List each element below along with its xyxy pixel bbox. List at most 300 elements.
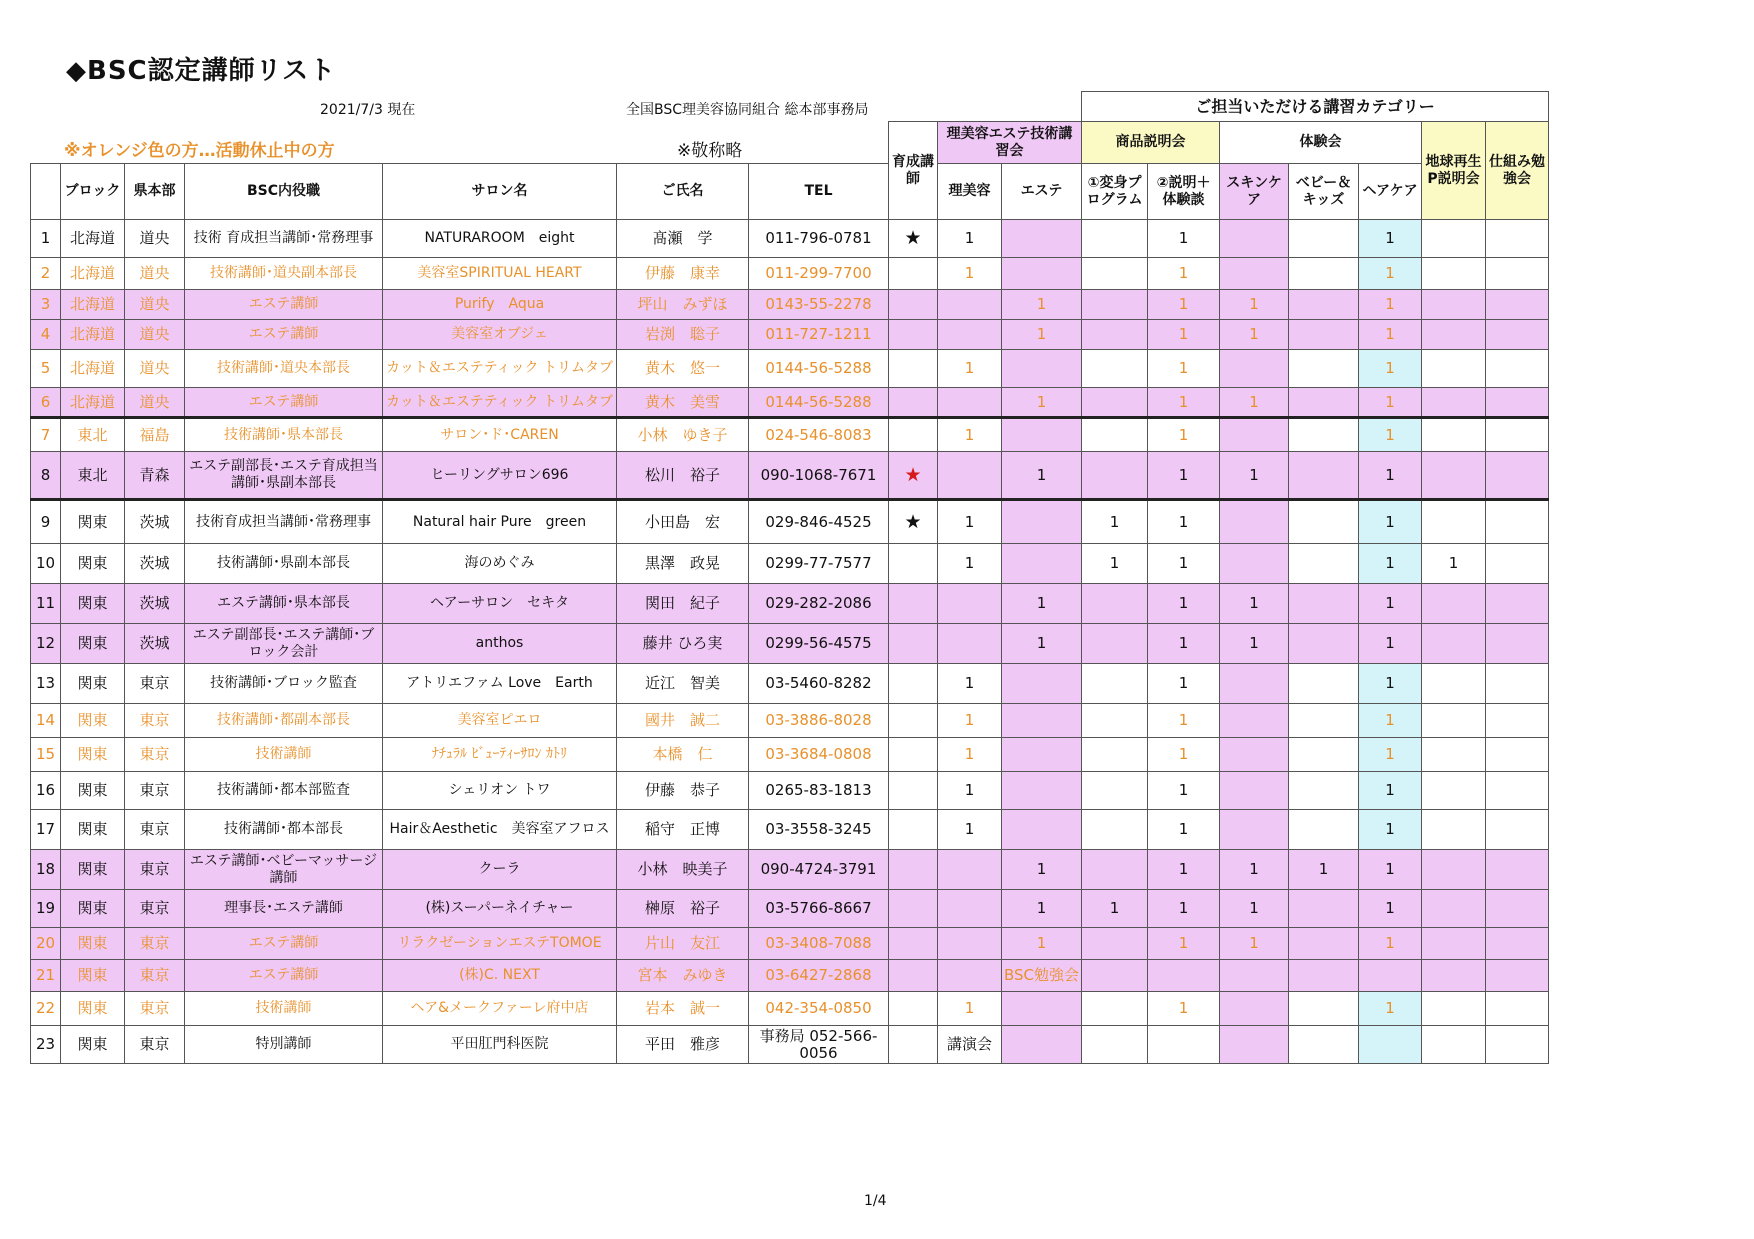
cell-tel: 03-3558-3245 — [749, 810, 889, 850]
cell-shikumi — [1486, 544, 1549, 584]
cell-no: 17 — [31, 810, 61, 850]
cell-salon: 美容室SPIRITUAL HEART — [383, 258, 617, 290]
cell-star — [889, 544, 938, 584]
table-row — [31, 350, 1549, 388]
cell-riyo — [938, 890, 1002, 928]
cell-hair: 1 — [1359, 928, 1422, 960]
cell-henshin — [1082, 258, 1148, 290]
cell-tel: 0144-56-5288 — [749, 350, 889, 388]
cell-star — [889, 584, 938, 624]
cell-setsumei — [1148, 1026, 1220, 1064]
cell-block: 関東 — [61, 772, 125, 810]
cell-salon: ﾅﾁｭﾗﾙ ﾋﾞｭｰﾃｨｰｻﾛﾝ ｶﾄﾘ — [383, 738, 617, 772]
cell-role: 技術講師･道央副本部長 — [185, 258, 383, 290]
cell-tel: 042-354-0850 — [749, 992, 889, 1026]
cell-skin — [1220, 1026, 1289, 1064]
cell-name: 伊藤 恭子 — [617, 772, 749, 810]
cell-henshin: 1 — [1082, 890, 1148, 928]
cell-henshin — [1082, 772, 1148, 810]
cell-star — [889, 772, 938, 810]
cell-star — [889, 320, 938, 350]
cell-hair: 1 — [1359, 544, 1422, 584]
cell-riyo — [938, 850, 1002, 890]
cell-block: 関東 — [61, 544, 125, 584]
cell-setsumei: 1 — [1148, 418, 1220, 452]
cell-chikyu — [1422, 664, 1486, 704]
cell-tel: 0144-56-5288 — [749, 388, 889, 418]
cell-block: 関東 — [61, 1026, 125, 1064]
cell-salon: (株)スーパーネイチャー — [383, 890, 617, 928]
cell-star — [889, 624, 938, 664]
cell-chikyu — [1422, 890, 1486, 928]
cell-chikyu — [1422, 850, 1486, 890]
cell-setsumei — [1148, 960, 1220, 992]
cell-chikyu — [1422, 704, 1486, 738]
cell-riyo — [938, 452, 1002, 500]
table-row — [31, 772, 1549, 810]
cell-hair: 1 — [1359, 850, 1422, 890]
table-row — [31, 220, 1549, 258]
cell-tel: 03-3886-8028 — [749, 704, 889, 738]
cell-skin — [1220, 704, 1289, 738]
cell-skin: 1 — [1220, 850, 1289, 890]
cell-pref: 茨城 — [125, 500, 185, 544]
cell-block: 東北 — [61, 452, 125, 500]
cell-name: 片山 友江 — [617, 928, 749, 960]
instructor-table — [30, 91, 1549, 1064]
cell-henshin — [1082, 220, 1148, 258]
cell-henshin: 1 — [1082, 544, 1148, 584]
honorific-note: ※敬称略 — [677, 141, 743, 161]
header-setsumei: ②説明＋体験談 — [1148, 164, 1220, 220]
cell-block: 関東 — [61, 664, 125, 704]
table-row — [31, 890, 1549, 928]
cell-shikumi — [1486, 584, 1549, 624]
cell-salon: ヘア&メークファーレ府中店 — [383, 992, 617, 1026]
cell-este: 1 — [1002, 452, 1082, 500]
cell-block: 関東 — [61, 704, 125, 738]
cell-baby — [1289, 544, 1359, 584]
cell-shikumi — [1486, 1026, 1549, 1064]
table-row — [31, 624, 1549, 664]
cell-role: 技術講師 — [185, 738, 383, 772]
cell-tel: 0265-83-1813 — [749, 772, 889, 810]
cell-name: 近江 智美 — [617, 664, 749, 704]
cell-chikyu — [1422, 810, 1486, 850]
cell-name: 國井 誠二 — [617, 704, 749, 738]
cell-no: 21 — [31, 960, 61, 992]
cell-shikumi — [1486, 290, 1549, 320]
cell-setsumei: 1 — [1148, 738, 1220, 772]
cell-este: 1 — [1002, 388, 1082, 418]
cell-chikyu — [1422, 388, 1486, 418]
header-group-taiken: 体験会 — [1220, 122, 1422, 164]
cell-star — [889, 850, 938, 890]
cell-name: 小林 映美子 — [617, 850, 749, 890]
header-no — [31, 164, 61, 220]
cell-este: 1 — [1002, 890, 1082, 928]
cell-hair: 1 — [1359, 320, 1422, 350]
table-row — [31, 258, 1549, 290]
cell-name: 伊藤 康幸 — [617, 258, 749, 290]
cell-henshin — [1082, 738, 1148, 772]
cell-shikumi — [1486, 624, 1549, 664]
cell-este: 1 — [1002, 290, 1082, 320]
cell-role: エステ講師 — [185, 388, 383, 418]
table-row — [31, 500, 1549, 544]
cell-henshin — [1082, 928, 1148, 960]
cell-chikyu — [1422, 992, 1486, 1026]
cell-setsumei: 1 — [1148, 320, 1220, 350]
cell-henshin — [1082, 810, 1148, 850]
cell-salon: (株)C. NEXT — [383, 960, 617, 992]
cell-henshin — [1082, 1026, 1148, 1064]
cell-shikumi — [1486, 992, 1549, 1026]
header-baby: ベビー＆キッズ — [1289, 164, 1359, 220]
cell-no: 19 — [31, 890, 61, 928]
cell-tel: 03-3408-7088 — [749, 928, 889, 960]
cell-no: 6 — [31, 388, 61, 418]
cell-setsumei: 1 — [1148, 452, 1220, 500]
cell-star: ★ — [889, 500, 938, 544]
cell-setsumei: 1 — [1148, 500, 1220, 544]
cell-setsumei: 1 — [1148, 810, 1220, 850]
cell-block: 北海道 — [61, 388, 125, 418]
cell-star — [889, 664, 938, 704]
cell-role: 技術育成担当講師･常務理事 — [185, 500, 383, 544]
cell-este — [1002, 704, 1082, 738]
cell-riyo — [938, 290, 1002, 320]
cell-baby — [1289, 220, 1359, 258]
cell-hair: 1 — [1359, 258, 1422, 290]
cell-pref: 東京 — [125, 704, 185, 738]
cell-name: 稲守 正博 — [617, 810, 749, 850]
cell-setsumei: 1 — [1148, 850, 1220, 890]
cell-role: エステ講師 — [185, 290, 383, 320]
cell-este — [1002, 1026, 1082, 1064]
cell-name: 本橋 仁 — [617, 738, 749, 772]
cell-block: 北海道 — [61, 320, 125, 350]
cell-riyo — [938, 960, 1002, 992]
cell-este — [1002, 418, 1082, 452]
cell-tel: 0143-55-2278 — [749, 290, 889, 320]
cell-tel: 029-846-4525 — [749, 500, 889, 544]
cell-no: 16 — [31, 772, 61, 810]
cell-no: 8 — [31, 452, 61, 500]
cell-hair: 1 — [1359, 418, 1422, 452]
cell-name: 松川 裕子 — [617, 452, 749, 500]
header-henshin: ①変身プログラム — [1082, 164, 1148, 220]
cell-hair — [1359, 960, 1422, 992]
cell-shikumi — [1486, 452, 1549, 500]
cell-salon: NATURAROOM eight — [383, 220, 617, 258]
cell-riyo — [938, 388, 1002, 418]
cell-hair: 1 — [1359, 452, 1422, 500]
cell-tel: 011-727-1211 — [749, 320, 889, 350]
cell-salon: 平田肛門科医院 — [383, 1026, 617, 1064]
cell-skin — [1220, 992, 1289, 1026]
cell-este: 1 — [1002, 928, 1082, 960]
table-row — [31, 388, 1549, 418]
cell-baby — [1289, 960, 1359, 992]
cell-riyo — [938, 320, 1002, 350]
cell-chikyu — [1422, 290, 1486, 320]
cell-chikyu — [1422, 584, 1486, 624]
cell-baby — [1289, 1026, 1359, 1064]
header-name: ご氏名 — [617, 164, 749, 220]
cell-block: 北海道 — [61, 258, 125, 290]
cell-setsumei: 1 — [1148, 258, 1220, 290]
cell-tel: 03-5766-8667 — [749, 890, 889, 928]
cell-baby — [1289, 890, 1359, 928]
cell-skin — [1220, 258, 1289, 290]
cell-setsumei: 1 — [1148, 992, 1220, 1026]
cell-riyo: 1 — [938, 810, 1002, 850]
cell-riyo: 講演会 — [938, 1026, 1002, 1064]
cell-este: 1 — [1002, 850, 1082, 890]
table-row — [31, 584, 1549, 624]
cell-role: 技術講師 — [185, 992, 383, 1026]
cell-role: 技術講師･道央本部長 — [185, 350, 383, 388]
cell-shikumi — [1486, 704, 1549, 738]
cell-block: 関東 — [61, 928, 125, 960]
cell-no: 12 — [31, 624, 61, 664]
cell-hair: 1 — [1359, 890, 1422, 928]
cell-salon: シェリオン トワ — [383, 772, 617, 810]
table-row — [31, 992, 1549, 1026]
cell-role: エステ講師 — [185, 928, 383, 960]
cell-shikumi — [1486, 850, 1549, 890]
cell-tel: 03-3684-0808 — [749, 738, 889, 772]
cell-salon: リラクゼーションエステTOMOE — [383, 928, 617, 960]
cell-riyo: 1 — [938, 220, 1002, 258]
cell-riyo: 1 — [938, 544, 1002, 584]
cell-tel: 029-282-2086 — [749, 584, 889, 624]
cell-pref: 道央 — [125, 290, 185, 320]
cell-baby — [1289, 772, 1359, 810]
cell-riyo: 1 — [938, 418, 1002, 452]
cell-riyo — [938, 624, 1002, 664]
cell-este — [1002, 738, 1082, 772]
cell-pref: 東京 — [125, 738, 185, 772]
cell-este — [1002, 772, 1082, 810]
list-date: 2021/7/3 現在 — [320, 102, 416, 118]
cell-este: 1 — [1002, 320, 1082, 350]
cell-chikyu — [1422, 350, 1486, 388]
cell-baby — [1289, 928, 1359, 960]
cell-salon: アトリエファム Love Earth — [383, 664, 617, 704]
cell-pref: 茨城 — [125, 624, 185, 664]
cell-role: エステ講師･ベビーマッサージ講師 — [185, 850, 383, 890]
cell-shikumi — [1486, 418, 1549, 452]
cell-star — [889, 738, 938, 772]
cell-hair: 1 — [1359, 772, 1422, 810]
cell-baby — [1289, 810, 1359, 850]
cell-pref: 茨城 — [125, 584, 185, 624]
cell-setsumei: 1 — [1148, 890, 1220, 928]
cell-skin: 1 — [1220, 388, 1289, 418]
cell-skin — [1220, 220, 1289, 258]
cell-baby — [1289, 350, 1359, 388]
cell-chikyu — [1422, 624, 1486, 664]
cell-este — [1002, 350, 1082, 388]
cell-este — [1002, 544, 1082, 584]
cell-baby — [1289, 290, 1359, 320]
cell-shikumi — [1486, 772, 1549, 810]
cell-pref: 東京 — [125, 664, 185, 704]
cell-shikumi — [1486, 320, 1549, 350]
cell-setsumei: 1 — [1148, 350, 1220, 388]
cell-henshin — [1082, 584, 1148, 624]
cell-role: 技術 育成担当講師･常務理事 — [185, 220, 383, 258]
cell-salon: Natural hair Pure green — [383, 500, 617, 544]
table-row — [31, 544, 1549, 584]
cell-henshin — [1082, 320, 1148, 350]
cell-no: 22 — [31, 992, 61, 1026]
cell-baby: 1 — [1289, 850, 1359, 890]
cell-riyo: 1 — [938, 350, 1002, 388]
cell-setsumei: 1 — [1148, 220, 1220, 258]
cell-henshin — [1082, 624, 1148, 664]
table-row — [31, 810, 1549, 850]
cell-block: 東北 — [61, 418, 125, 452]
cell-baby — [1289, 704, 1359, 738]
cell-salon: ヒーリングサロン696 — [383, 452, 617, 500]
organization-name: 全国BSC理美容協同組合 総本部事務局 — [626, 102, 869, 118]
cell-riyo: 1 — [938, 500, 1002, 544]
cell-hair: 1 — [1359, 290, 1422, 320]
cell-setsumei: 1 — [1148, 584, 1220, 624]
cell-setsumei: 1 — [1148, 664, 1220, 704]
cell-chikyu — [1422, 960, 1486, 992]
page-number: 1/4 — [864, 1193, 887, 1209]
cell-salon: カット＆エステティック トリムタブ — [383, 350, 617, 388]
cell-pref: 道央 — [125, 320, 185, 350]
cell-setsumei: 1 — [1148, 704, 1220, 738]
cell-este — [1002, 810, 1082, 850]
cell-shikumi — [1486, 928, 1549, 960]
cell-chikyu — [1422, 220, 1486, 258]
header-tel: TEL — [749, 164, 889, 220]
cell-baby — [1289, 452, 1359, 500]
cell-skin — [1220, 738, 1289, 772]
cell-este: 1 — [1002, 624, 1082, 664]
cell-tel: 090-4724-3791 — [749, 850, 889, 890]
cell-hair: 1 — [1359, 388, 1422, 418]
cell-baby — [1289, 584, 1359, 624]
cell-este — [1002, 500, 1082, 544]
cell-hair: 1 — [1359, 738, 1422, 772]
cell-role: 技術講師･都副本部長 — [185, 704, 383, 738]
cell-shikumi — [1486, 890, 1549, 928]
cell-baby — [1289, 624, 1359, 664]
cell-este — [1002, 220, 1082, 258]
cell-shikumi — [1486, 350, 1549, 388]
cell-hair: 1 — [1359, 584, 1422, 624]
cell-shikumi — [1486, 220, 1549, 258]
cell-chikyu — [1422, 418, 1486, 452]
header-hair: ヘアケア — [1359, 164, 1422, 220]
cell-name: 平田 雅彦 — [617, 1026, 749, 1064]
header-skin: スキンケア — [1220, 164, 1289, 220]
cell-setsumei: 1 — [1148, 928, 1220, 960]
cell-role: 技術講師･都本部長 — [185, 810, 383, 850]
cell-role: エステ副部長･エステ講師･ブロック会計 — [185, 624, 383, 664]
cell-shikumi — [1486, 664, 1549, 704]
cell-block: 北海道 — [61, 220, 125, 258]
cell-tel: 0299-77-7577 — [749, 544, 889, 584]
cell-block: 関東 — [61, 890, 125, 928]
cell-shikumi — [1486, 738, 1549, 772]
cell-skin — [1220, 418, 1289, 452]
cell-setsumei: 1 — [1148, 388, 1220, 418]
cell-hair: 1 — [1359, 664, 1422, 704]
cell-riyo — [938, 928, 1002, 960]
cell-chikyu — [1422, 320, 1486, 350]
cell-henshin — [1082, 388, 1148, 418]
cell-name: 髙瀬 学 — [617, 220, 749, 258]
cell-skin — [1220, 500, 1289, 544]
cell-riyo: 1 — [938, 992, 1002, 1026]
table-row — [31, 320, 1549, 350]
cell-name: 小田島 宏 — [617, 500, 749, 544]
cell-pref: 福島 — [125, 418, 185, 452]
cell-tel: 事務局 052-566-0056 — [749, 1026, 889, 1064]
cell-skin — [1220, 350, 1289, 388]
table-row — [31, 664, 1549, 704]
cell-no: 7 — [31, 418, 61, 452]
cell-chikyu — [1422, 500, 1486, 544]
cell-henshin — [1082, 452, 1148, 500]
cell-no: 5 — [31, 350, 61, 388]
cell-pref: 東京 — [125, 850, 185, 890]
header-group-product: 商品説明会 — [1082, 122, 1220, 164]
cell-henshin — [1082, 960, 1148, 992]
cell-pref: 東京 — [125, 810, 185, 850]
cell-skin — [1220, 960, 1289, 992]
cell-pref: 道央 — [125, 258, 185, 290]
cell-setsumei: 1 — [1148, 544, 1220, 584]
cell-riyo: 1 — [938, 704, 1002, 738]
cell-no: 2 — [31, 258, 61, 290]
cell-este — [1002, 258, 1082, 290]
cell-star: ★ — [889, 452, 938, 500]
cell-tel: 011-299-7700 — [749, 258, 889, 290]
cell-pref: 青森 — [125, 452, 185, 500]
cell-este — [1002, 664, 1082, 704]
cell-role: 理事長･エステ講師 — [185, 890, 383, 928]
cell-chikyu — [1422, 452, 1486, 500]
cell-salon: 美容室ピエロ — [383, 704, 617, 738]
cell-henshin — [1082, 350, 1148, 388]
cell-no: 9 — [31, 500, 61, 544]
cell-skin: 1 — [1220, 928, 1289, 960]
table-row — [31, 290, 1549, 320]
cell-riyo: 1 — [938, 664, 1002, 704]
cell-baby — [1289, 992, 1359, 1026]
cell-chikyu — [1422, 1026, 1486, 1064]
cell-riyo — [938, 584, 1002, 624]
cell-star — [889, 928, 938, 960]
cell-role: 技術講師･ブロック監査 — [185, 664, 383, 704]
cell-name: 関田 紀子 — [617, 584, 749, 624]
cell-tel: 011-796-0781 — [749, 220, 889, 258]
cell-henshin — [1082, 850, 1148, 890]
header-pref: 県本部 — [125, 164, 185, 220]
table-row — [31, 928, 1549, 960]
cell-block: 関東 — [61, 960, 125, 992]
cell-pref: 道央 — [125, 388, 185, 418]
